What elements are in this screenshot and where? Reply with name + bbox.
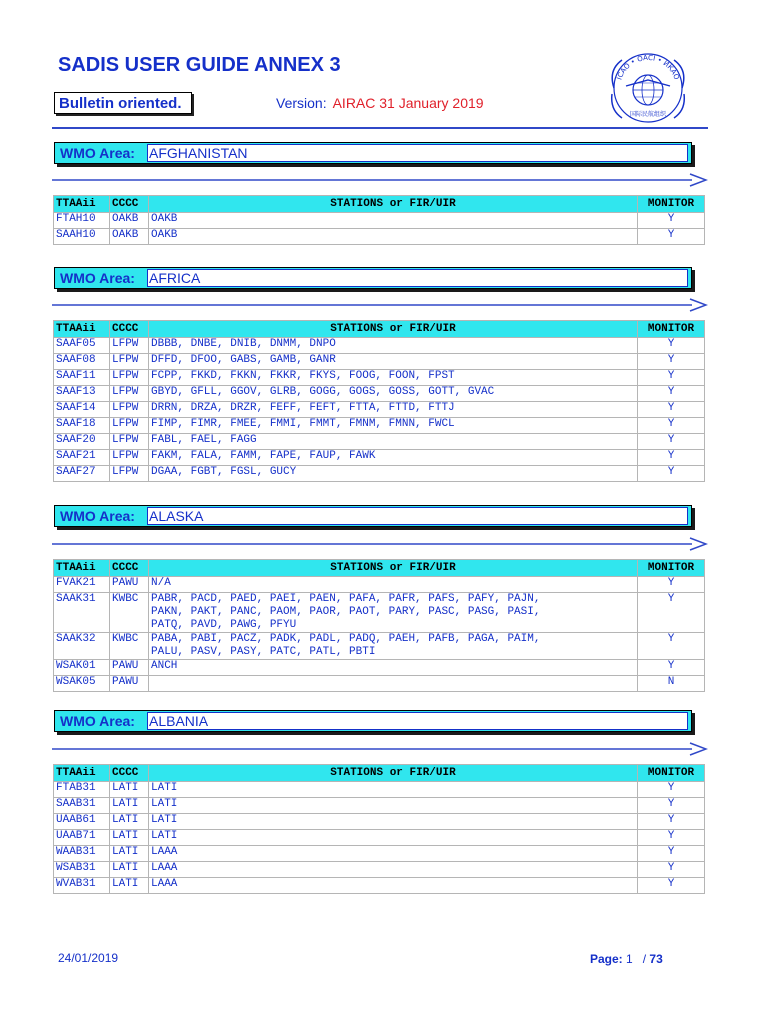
cell-monitor: Y <box>638 402 705 418</box>
table-row <box>54 798 705 814</box>
table-row <box>54 370 705 386</box>
section-arrow-icon <box>52 742 708 756</box>
table-row <box>54 402 705 418</box>
cell-cccc: LATI <box>110 798 149 814</box>
wmo-area-header <box>54 267 692 289</box>
col-cccc: CCCC <box>110 196 149 213</box>
cell-stations: LAAA <box>149 878 638 894</box>
stations-table <box>53 195 705 245</box>
cell-stations: LAAA <box>149 846 638 862</box>
cell-stations <box>149 676 638 692</box>
cell-stations: DGAA, FGBT, FGSL, GUCY <box>149 466 638 482</box>
table-row <box>54 633 705 660</box>
table-header <box>54 560 705 577</box>
table-row <box>54 213 705 229</box>
cell-cccc: LFPW <box>110 450 149 466</box>
page-label: Page: <box>590 952 623 966</box>
cell-monitor: Y <box>638 370 705 386</box>
cell-monitor: Y <box>638 434 705 450</box>
col-ttaaii: TTAAii <box>54 321 110 338</box>
cell-ttaaii: SAAB31 <box>54 798 110 814</box>
cell-cccc: LFPW <box>110 466 149 482</box>
wmo-area-label: WMO Area: <box>60 270 135 286</box>
cell-monitor: Y <box>638 386 705 402</box>
wmo-area-name: AFGHANISTAN <box>147 144 688 162</box>
wmo-area-name: ALASKA <box>147 507 688 525</box>
table-row <box>54 434 705 450</box>
cell-stations: LATI <box>149 782 638 798</box>
cell-cccc: LFPW <box>110 434 149 450</box>
footer-page <box>590 952 663 966</box>
col-stations: STATIONS or FIR/UIR <box>149 765 638 782</box>
table-row <box>54 338 705 354</box>
col-stations: STATIONS or FIR/UIR <box>149 560 638 577</box>
table-row <box>54 418 705 434</box>
cell-monitor: Y <box>638 418 705 434</box>
col-ttaaii: TTAAii <box>54 196 110 213</box>
wmo-area-name: ALBANIA <box>147 712 688 730</box>
col-cccc: CCCC <box>110 321 149 338</box>
cell-stations: LATI <box>149 830 638 846</box>
version-label: Version: <box>276 95 327 111</box>
header-rule <box>52 127 708 129</box>
cell-monitor: Y <box>638 798 705 814</box>
col-ttaaii: TTAAii <box>54 765 110 782</box>
cell-stations: LATI <box>149 814 638 830</box>
doc-title: SADIS USER GUIDE ANNEX 3 <box>58 54 341 76</box>
logo-text: ICAO • OACI • ИКАО <box>615 53 681 81</box>
table-row <box>54 386 705 402</box>
cell-ttaaii: SAAF14 <box>54 402 110 418</box>
cell-ttaaii: UAAB61 <box>54 814 110 830</box>
cell-monitor: Y <box>638 213 705 229</box>
wmo-area-label: WMO Area: <box>60 508 135 524</box>
table-row <box>54 577 705 593</box>
table-row <box>54 862 705 878</box>
cell-cccc: LATI <box>110 846 149 862</box>
cell-cccc: KWBC <box>110 633 149 660</box>
cell-cccc: LFPW <box>110 338 149 354</box>
cell-ttaaii: WSAK05 <box>54 676 110 692</box>
col-monitor: MONITOR <box>638 560 705 577</box>
table-row <box>54 814 705 830</box>
page-total: 73 <box>649 952 663 966</box>
wmo-area-header <box>54 142 692 164</box>
cell-monitor: Y <box>638 593 705 633</box>
cell-monitor: Y <box>638 862 705 878</box>
cell-monitor: Y <box>638 830 705 846</box>
cell-stations: LAAA <box>149 862 638 878</box>
cell-stations: OAKB <box>149 229 638 245</box>
cell-monitor: Y <box>638 878 705 894</box>
cell-cccc: LFPW <box>110 354 149 370</box>
cell-ttaaii: SAAF18 <box>54 418 110 434</box>
table-header <box>54 765 705 782</box>
version-value: AIRAC 31 January 2019 <box>332 95 484 111</box>
wmo-area-label: WMO Area: <box>60 145 135 161</box>
cell-stations: FIMP, FIMR, FMEE, FMMI, FMMT, FMNM, FMNN, FWCL <box>149 418 638 434</box>
cell-ttaaii: WSAB31 <box>54 862 110 878</box>
footer-date: 24/01/2019 <box>58 951 119 965</box>
page-separator: / <box>642 952 647 966</box>
stations-table <box>53 559 705 692</box>
cell-cccc: LATI <box>110 814 149 830</box>
col-cccc: CCCC <box>110 560 149 577</box>
cell-ttaaii: WVAB31 <box>54 878 110 894</box>
cell-cccc: OAKB <box>110 229 149 245</box>
col-cccc: CCCC <box>110 765 149 782</box>
cell-ttaaii: UAAB71 <box>54 830 110 846</box>
cell-stations: PABR, PACD, PAED, PAEI, PAEN, PAFA, PAFR, PAFS, PAFY, PAJN, PAKN, PAKT, PANC, PAOM, PAOR, PAOT, PARY, PASC, PASG, PASI, PATQ, PAVD, PAWG, PFYU <box>149 593 638 633</box>
cell-stations: FAKM, FALA, FAMM, FAPE, FAUP, FAWK <box>149 450 638 466</box>
cell-ttaaii: FTAB31 <box>54 782 110 798</box>
col-stations: STATIONS or FIR/UIR <box>149 321 638 338</box>
cell-ttaaii: WSAK01 <box>54 660 110 676</box>
cell-ttaaii: SAAK32 <box>54 633 110 660</box>
cell-stations: DBBB, DNBE, DNIB, DNMM, DNPO <box>149 338 638 354</box>
stations-table <box>53 764 705 894</box>
cell-cccc: KWBC <box>110 593 149 633</box>
page-number: 1 <box>626 952 633 966</box>
cell-ttaaii: SAAF11 <box>54 370 110 386</box>
table-header <box>54 321 705 338</box>
cell-cccc: LFPW <box>110 418 149 434</box>
section-arrow-icon <box>52 173 708 187</box>
col-monitor: MONITOR <box>638 196 705 213</box>
cell-monitor: Y <box>638 577 705 593</box>
cell-cccc: OAKB <box>110 213 149 229</box>
cell-ttaaii: SAAH10 <box>54 229 110 245</box>
bulletin-box: Bulletin oriented. <box>54 92 192 114</box>
cell-ttaaii: SAAF20 <box>54 434 110 450</box>
col-stations: STATIONS or FIR/UIR <box>149 196 638 213</box>
table-row <box>54 878 705 894</box>
cell-ttaaii: SAAK31 <box>54 593 110 633</box>
cell-ttaaii: SAAF27 <box>54 466 110 482</box>
cell-cccc: LATI <box>110 830 149 846</box>
table-row <box>54 660 705 676</box>
table-row <box>54 450 705 466</box>
cell-monitor: N <box>638 676 705 692</box>
cell-monitor: Y <box>638 633 705 660</box>
cell-stations: OAKB <box>149 213 638 229</box>
cell-stations: FCPP, FKKD, FKKN, FKKR, FKYS, FOOG, FOON, FPST <box>149 370 638 386</box>
cell-stations: LATI <box>149 798 638 814</box>
cell-stations: DFFD, DFOO, GABS, GAMB, GANR <box>149 354 638 370</box>
cell-cccc: PAWU <box>110 577 149 593</box>
cell-monitor: Y <box>638 354 705 370</box>
cell-monitor: Y <box>638 338 705 354</box>
cell-ttaaii: SAAF08 <box>54 354 110 370</box>
cell-cccc: PAWU <box>110 676 149 692</box>
cell-stations: PABA, PABI, PACZ, PADK, PADL, PADQ, PAEH, PAFB, PAGA, PAIM, PALU, PASV, PASY, PATC, PATL, PBTI <box>149 633 638 660</box>
cell-stations: DRRN, DRZA, DRZR, FEFF, FEFT, FTTA, FTTD, FTTJ <box>149 402 638 418</box>
col-monitor: MONITOR <box>638 765 705 782</box>
cell-monitor: Y <box>638 466 705 482</box>
cell-stations: FABL, FAEL, FAGG <box>149 434 638 450</box>
cell-ttaaii: FVAK21 <box>54 577 110 593</box>
cell-ttaaii: SAAF21 <box>54 450 110 466</box>
cell-stations: GBYD, GFLL, GGOV, GLRB, GOGG, GOGS, GOSS, GOTT, GVAC <box>149 386 638 402</box>
cell-ttaaii: WAAB31 <box>54 846 110 862</box>
table-row <box>54 830 705 846</box>
svg-text:ICAO • OACI • ИКАО <box>615 54 680 81</box>
wmo-area-name: AFRICA <box>147 269 688 287</box>
cell-cccc: PAWU <box>110 660 149 676</box>
cell-monitor: Y <box>638 450 705 466</box>
table-row <box>54 466 705 482</box>
wmo-area-header <box>54 710 692 732</box>
section-arrow-icon <box>52 537 708 551</box>
table-row <box>54 593 705 633</box>
cell-monitor: Y <box>638 660 705 676</box>
cell-ttaaii: FTAH10 <box>54 213 110 229</box>
col-monitor: MONITOR <box>638 321 705 338</box>
cell-cccc: LATI <box>110 862 149 878</box>
section-arrow-icon <box>52 298 708 312</box>
cell-stations: N/A <box>149 577 638 593</box>
wmo-area-label: WMO Area: <box>60 713 135 729</box>
cell-monitor: Y <box>638 846 705 862</box>
svg-text:国际民航组织: 国际民航组织 <box>630 111 667 118</box>
cell-monitor: Y <box>638 814 705 830</box>
stations-table <box>53 320 705 482</box>
table-row <box>54 229 705 245</box>
cell-ttaaii: SAAF05 <box>54 338 110 354</box>
table-row <box>54 676 705 692</box>
cell-cccc: LFPW <box>110 386 149 402</box>
wmo-area-header <box>54 505 692 527</box>
col-ttaaii: TTAAii <box>54 560 110 577</box>
version-line <box>276 95 484 111</box>
cell-cccc: LATI <box>110 878 149 894</box>
cell-ttaaii: SAAF13 <box>54 386 110 402</box>
icao-logo-icon <box>608 50 688 126</box>
cell-monitor: Y <box>638 229 705 245</box>
table-row <box>54 782 705 798</box>
cell-cccc: LFPW <box>110 370 149 386</box>
cell-cccc: LATI <box>110 782 149 798</box>
cell-cccc: LFPW <box>110 402 149 418</box>
table-row <box>54 354 705 370</box>
cell-stations: ANCH <box>149 660 638 676</box>
table-row <box>54 846 705 862</box>
cell-monitor: Y <box>638 782 705 798</box>
table-header <box>54 196 705 213</box>
